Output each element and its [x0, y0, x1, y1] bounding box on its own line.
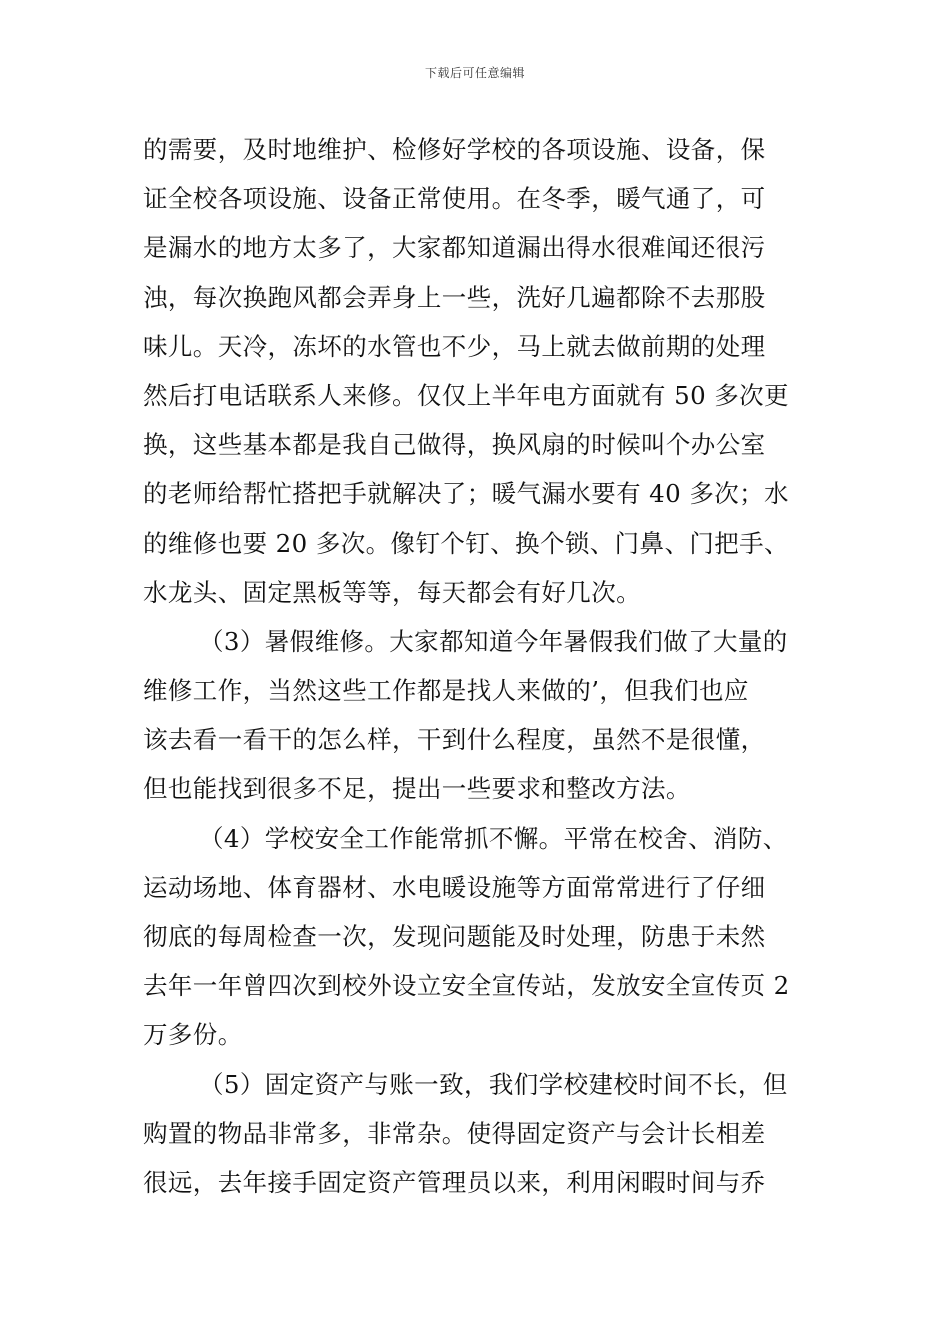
text-line: 证全校各项设施、设备正常使用。在冬季，暖气通了，可: [143, 184, 766, 214]
text-line: 的老师给帮忙搭把手就解决了；暖气漏水要有 40 多次；水: [143, 479, 789, 509]
paragraph-first-line: （3）暑假维修。大家都知道今年暑假我们做了大量的: [199, 626, 788, 656]
paragraph-first-line: （5）固定资产与账一致，我们学校建校时间不长，但: [199, 1069, 788, 1099]
text-line: 的维修也要 20 多次。像钉个钉、换个锁、门鼻、门把手、: [143, 528, 789, 558]
paragraph-first-line: （4）学校安全工作能常抓不懈。平常在校舍、消防、: [199, 823, 788, 853]
text-line: 很远，去年接手固定资产管理员以来，利用闲暇时间与乔: [143, 1167, 766, 1197]
text-line: 维修工作，当然这些工作都是找人来做的’，但我们也应: [143, 676, 749, 706]
text-line: 是漏水的地方太多了，大家都知道漏出得水很难闻还很污: [143, 233, 766, 263]
text-line: 万多份。: [143, 1020, 243, 1050]
text-line: 浊，每次换跑风都会弄身上一些，洗好几遍都除不去那股: [143, 282, 766, 312]
text-line: 去年一年曾四次到校外设立安全宣传站，发放安全宣传页 2: [143, 971, 790, 1001]
text-line: 购置的物品非常多，非常杂。使得固定资产与会计长相差: [143, 1118, 766, 1148]
text-line: 运动场地、体育器材、水电暖设施等方面常常进行了仔细: [143, 872, 766, 902]
text-line: 该去看一看干的怎么样，干到什么程度，虽然不是很懂，: [143, 725, 766, 755]
text-line: 的需要，及时地维护、检修好学校的各项设施、设备，保: [143, 135, 766, 164]
document-body: [143, 125, 811, 1207]
text-line: 但也能找到很多不足，提出一些要求和整改方法。: [143, 774, 691, 804]
text-line: 味儿。天冷，冻坏的水管也不少，马上就去做前期的处理: [143, 331, 766, 361]
text-line: 然后打电话联系人来修。仅仅上半年电方面就有 50 多次更: [143, 380, 789, 410]
page-header: 下载后可任意编辑: [424, 66, 525, 80]
text-line: 水龙头、固定黑板等等，每天都会有好几次。: [143, 577, 641, 607]
text-line: 换，这些基本都是我自己做得，换风扇的时候叫个办公室: [143, 430, 766, 460]
text-line: 彻底的每周检查一次，发现问题能及时处理，防患于未然: [143, 922, 766, 951]
